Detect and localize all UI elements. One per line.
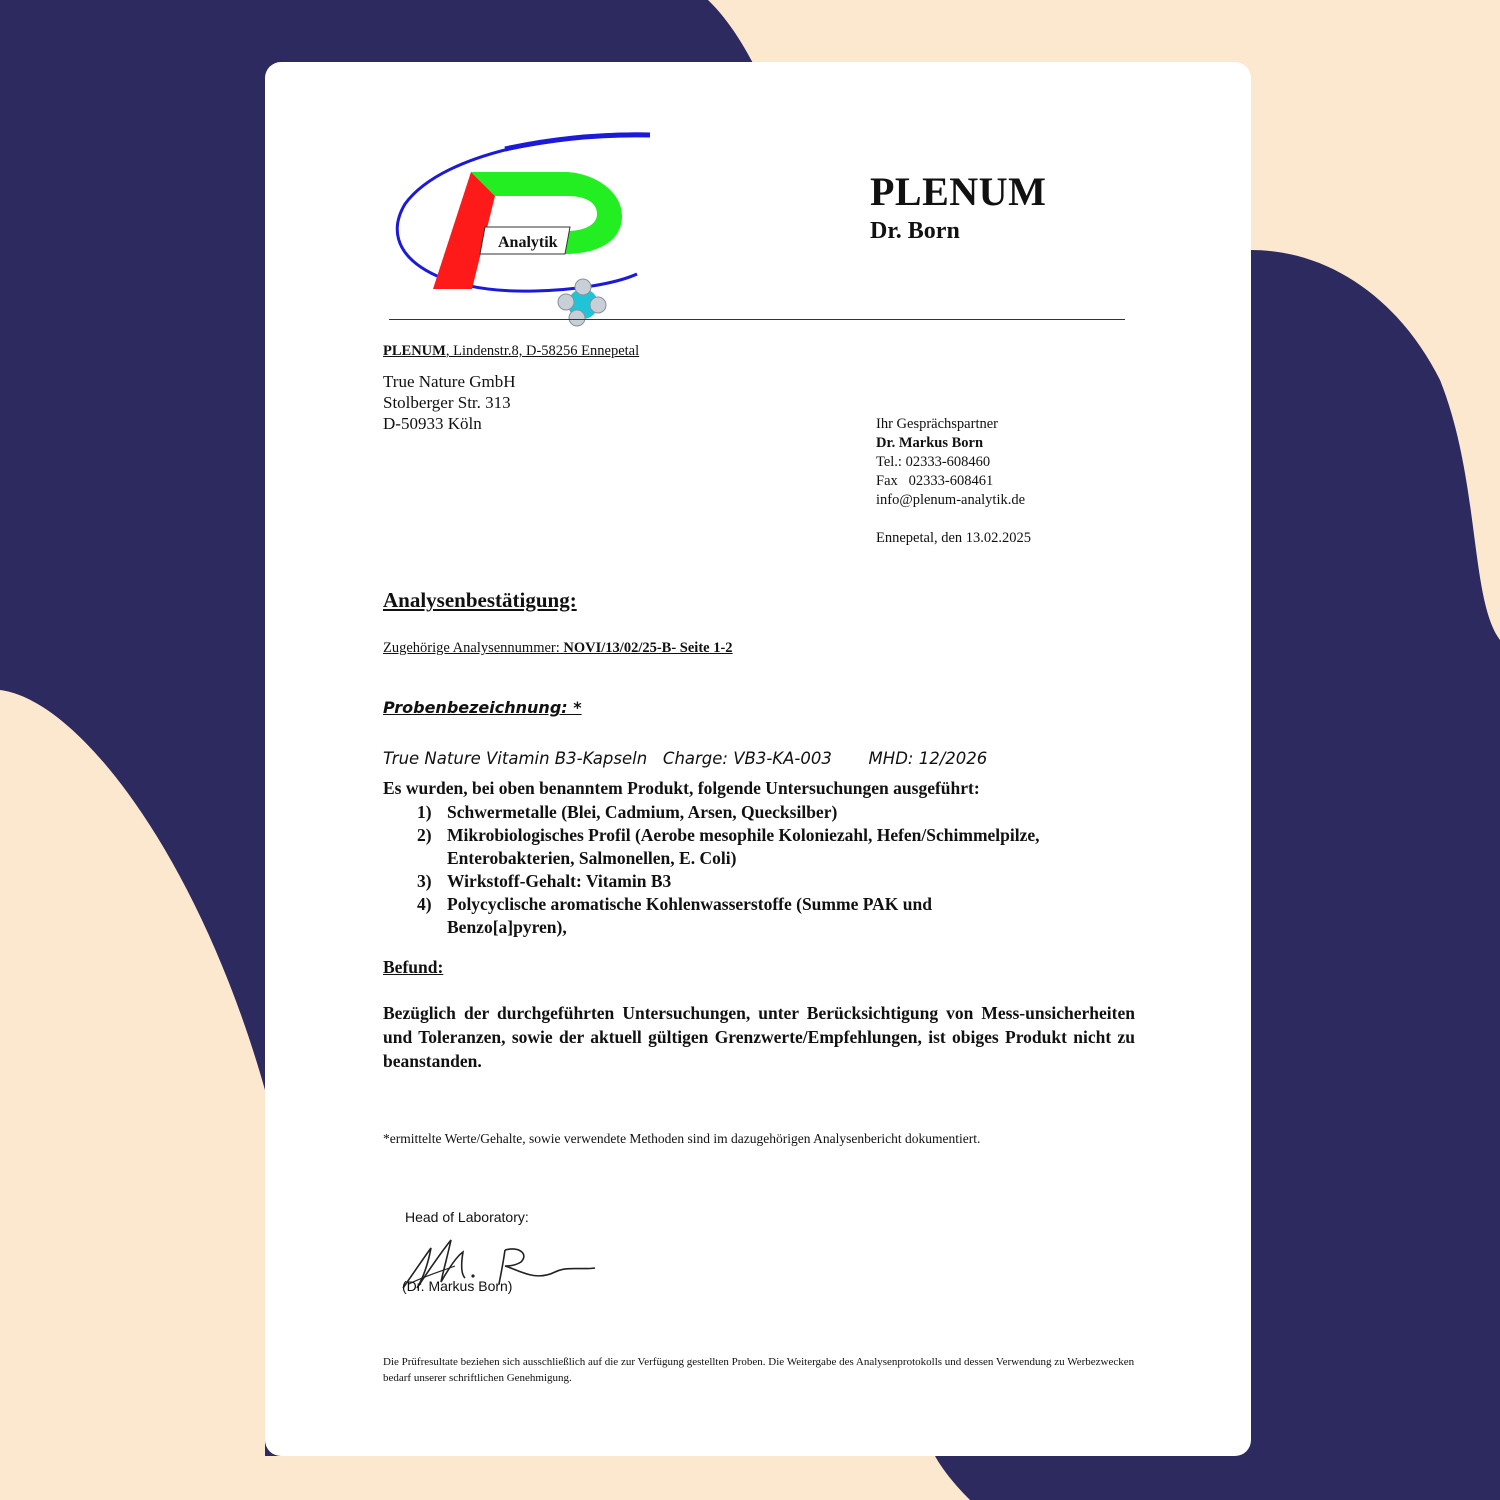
header-divider	[389, 319, 1125, 320]
list-item	[417, 824, 1127, 870]
footnote: *ermittelte Werte/Gehalte, sowie verwendete Methoden sind im dazugehörigen Analysenbericht dokumentiert.	[383, 1131, 981, 1146]
list-item	[417, 801, 1127, 824]
product-line: True Nature Vitamin B3-Kapseln Charge: VB3-KA-003 MHD: 12/2026	[383, 749, 988, 768]
disclaimer: Die Prüfresultate beziehen sich ausschließlich auf die zur Verfügung gestellten Proben. Die Weitergabe des Analysenprotokolls und dessen Verwendung zu Werbezwecken bedarf unserer schriftlichen Genehmigung.	[383, 1356, 1135, 1384]
list-item-number: 2)	[417, 825, 432, 845]
recipient-company: True Nature GmbH	[383, 372, 516, 391]
signature-title: Head of Laboratory:	[405, 1209, 529, 1225]
signatory-name: (Dr. Markus Born)	[402, 1278, 513, 1294]
document-date: Ennepetal, den 13.02.2025	[876, 530, 1032, 546]
contact-block	[876, 415, 1025, 510]
plenum-analytik-logo	[385, 94, 655, 339]
tests-intro: Es wurden, bei oben benanntem Produkt, folgende Untersuchungen ausgeführt:	[383, 778, 980, 798]
befund-label: Befund:	[383, 957, 444, 977]
list-item-text: Wirkstoff-Gehalt: Vitamin B3	[447, 871, 672, 891]
sample-label: Probenbezeichnung: *	[383, 698, 582, 717]
handwritten-signature	[395, 1226, 615, 1306]
document-page	[265, 62, 1251, 1456]
sender-line	[383, 343, 639, 360]
list-item	[417, 893, 1007, 939]
recipient-city: D-50933 Köln	[383, 414, 482, 433]
recipient-address	[383, 371, 516, 434]
contact-email: info@plenum-analytik.de	[876, 492, 1026, 508]
logo-badge-text: Analytik	[498, 234, 558, 251]
list-item	[417, 870, 1127, 893]
logo-blue-arc-top	[505, 135, 650, 149]
contact-tel: Tel.: 02333-608460	[876, 454, 991, 470]
sender-address: , Lindenstr.8, D-58256 Ennepetal	[445, 343, 640, 359]
list-item-number: 4)	[417, 894, 432, 914]
list-item-text: Mikrobiologisches Profil (Aerobe mesophile Koloniezahl, Hefen/Schimmelpilze, Enterobakterien, Salmonellen, E. Coli)	[447, 825, 1040, 868]
list-item-number: 3)	[417, 871, 432, 891]
contact-label: Ihr Gesprächspartner	[876, 416, 998, 432]
sender-name: PLENUM	[383, 343, 446, 359]
analysis-number: NOVI/13/02/25-B- Seite 1-2	[563, 640, 733, 656]
analysis-number-line	[383, 640, 733, 657]
contact-person: Dr. Markus Born	[876, 435, 984, 451]
list-item-number: 1)	[417, 802, 432, 822]
recipient-street: Stolberger Str. 313	[383, 393, 511, 412]
list-item-text: Polycyclische aromatische Kohlenwasserstoffe (Summe PAK und Benzo[a]pyren),	[447, 894, 932, 937]
letterhead-name: PLENUM	[870, 169, 1047, 214]
list-item-text: Schwermetalle (Blei, Cadmium, Arsen, Quecksilber)	[447, 802, 838, 822]
letterhead-subtitle: Dr. Born	[870, 218, 960, 244]
befund-text: Bezüglich der durchgeführten Untersuchungen, unter Berücksichtigung von Mess-unsicherheiten und Toleranzen, sowie der aktuell gültigen Grenzwerte/Empfehlungen, ist obiges Produkt nicht zu beanstanden.	[383, 1003, 1135, 1071]
document-heading: Analysenbestätigung:	[383, 588, 577, 612]
tests-list	[417, 801, 1127, 939]
analysis-number-prefix: Zugehörige Analysennummer:	[383, 640, 564, 656]
contact-fax: Fax 02333-608461	[876, 473, 994, 489]
